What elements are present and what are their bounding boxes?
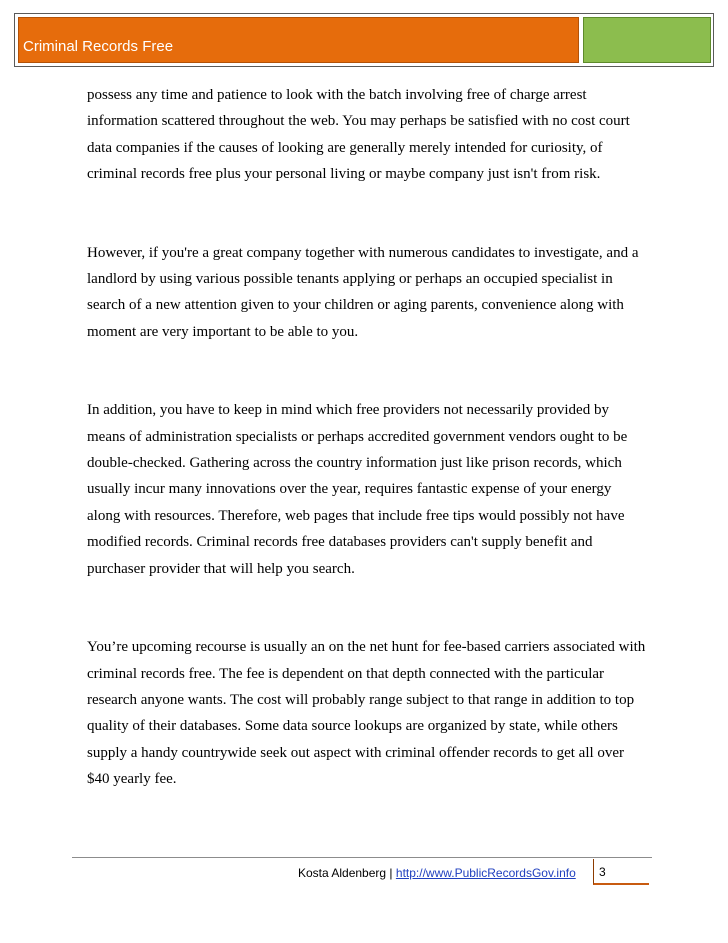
header-title: Criminal Records Free — [23, 38, 174, 55]
footer-separator: | — [389, 866, 393, 880]
paragraph-1: possess any time and patience to look with the batch involving free of charge arrest information scattered throughout the web. You may perhaps be satisfied with no cost court data companies if the causes of looking are generally merely intended for curiosity, of criminal records free plus your personal living or maybe company just isn't from risk. — [87, 87, 630, 183]
footer-text — [298, 862, 576, 884]
footer-divider — [72, 857, 652, 858]
footer-link[interactable]: http://www.PublicRecordsGov.info — [395, 866, 576, 880]
page-number: 3 — [593, 859, 649, 885]
header-banner — [14, 13, 714, 67]
document-body — [87, 82, 647, 793]
paragraph-3: In addition, you have to keep in mind which free providers not necessarily provided by means of administration specialists or perhaps accredited government vendors ought to be double-checked. Gathering across the country information just like prison records, which usually incur many innovations over the year, requires fantastic expense of your energy along with resources. Therefore, web pages that include free tips would possibly not have modified records. Criminal records free databases providers can't supply benefit and purchaser provider that will help you search. — [87, 402, 628, 577]
paragraph-2: However, if you're a great company together with numerous candidates to investigate, and a landlord by using various possible tenants applying or perhaps an occupied specialist in search of a new attention given to your children or aging parents, convenience along with moment are very important to be able to you. — [87, 244, 639, 340]
paragraph-4: You’re upcoming recourse is usually an on the net hunt for fee-based carriers associated with criminal records free. The fee is dependent on that depth connected with the particular research anyone wants. The cost will probably range subject to that range in addition to top quality of their databases. Some data source lookups are organized by state, while others supply a handy countrywide seek out aspect with criminal offender records to get all over $40 yearly fee. — [87, 639, 646, 788]
header-title-bar — [18, 17, 579, 63]
footer-author: Kosta Aldenberg — [298, 866, 387, 880]
header-accent-block — [583, 17, 711, 63]
